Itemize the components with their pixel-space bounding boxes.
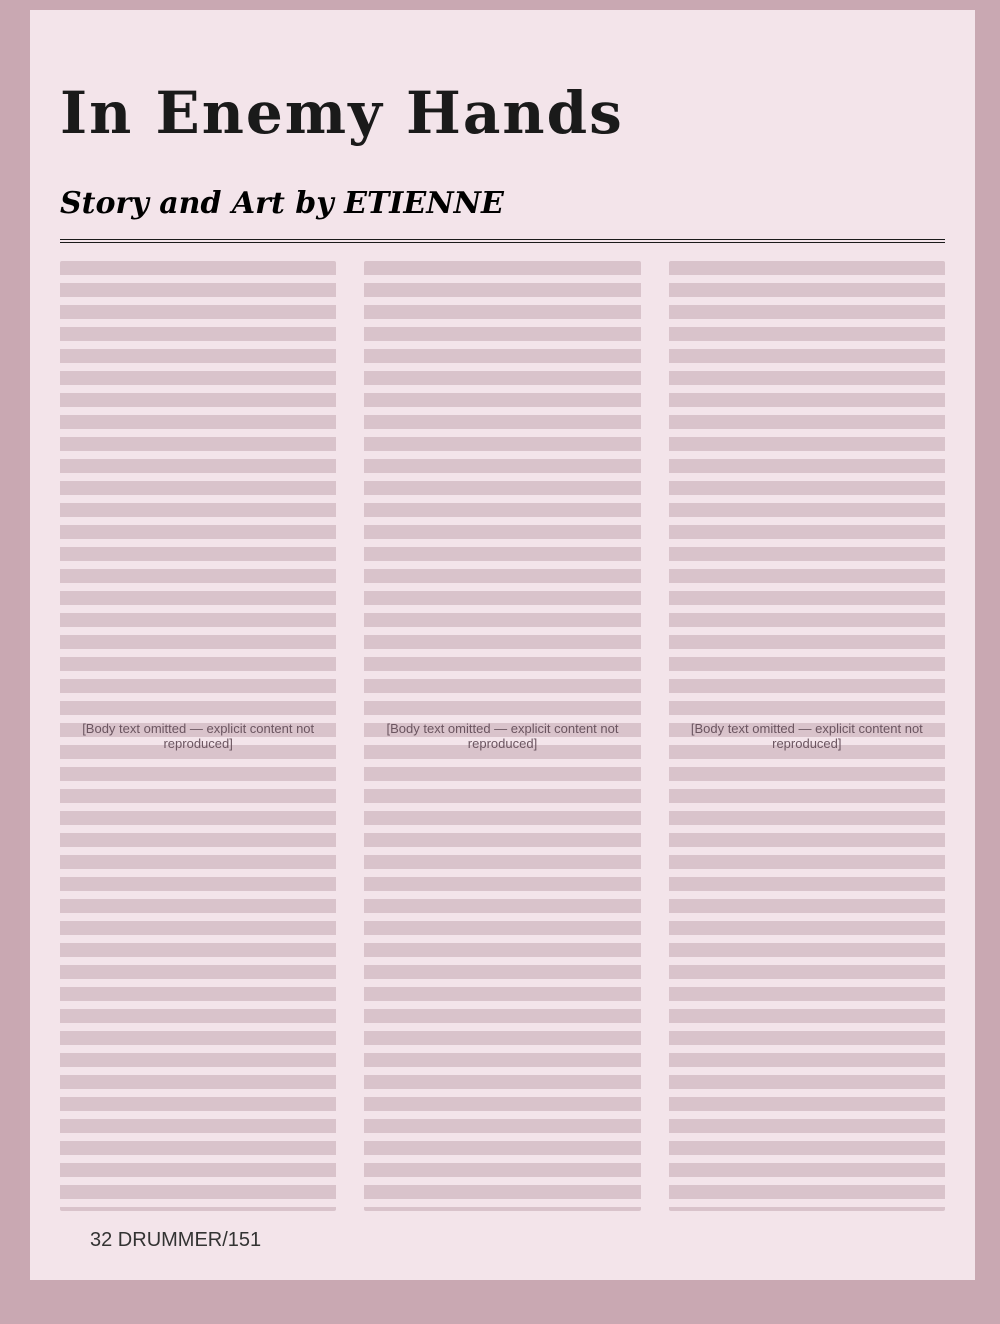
page-footer: 32 DRUMMER/151 — [90, 1229, 262, 1251]
page-title: In Enemy Hands — [60, 78, 624, 147]
magazine-page — [30, 10, 975, 1280]
column-grid — [60, 261, 945, 1211]
body-column-redacted: [Body text omitted — explicit content not reproduced] — [669, 261, 945, 1211]
body-column-redacted: [Body text omitted — explicit content not reproduced] — [364, 261, 640, 1211]
divider-rule — [60, 239, 945, 243]
body-column-redacted: [Body text omitted — explicit content not reproduced] — [60, 261, 336, 1211]
byline: Story and Art by ETIENNE — [60, 185, 504, 221]
